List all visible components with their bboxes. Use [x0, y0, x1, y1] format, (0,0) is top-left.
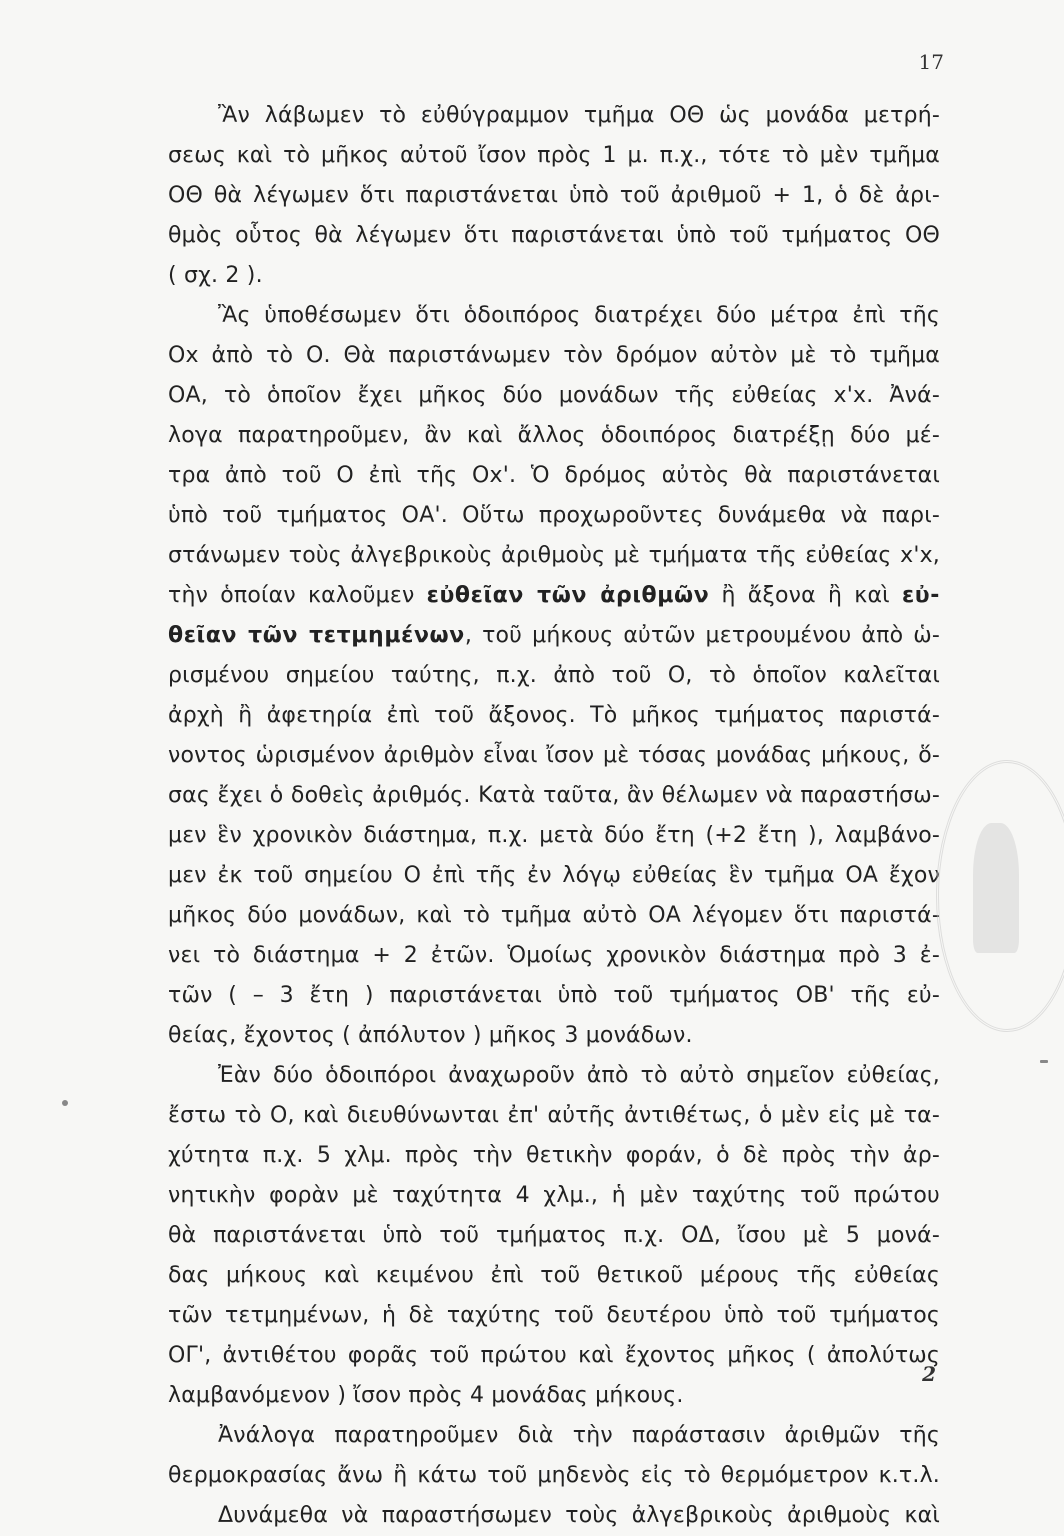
text-line: ( σχ. 2 ). [168, 263, 263, 288]
text-line: Ἀνάλογα παρατηροῦμεν διὰ τὴν παράστασιν ἀριθμῶν τῆς [218, 1423, 940, 1448]
text-line: τῶν τετμημένων, ἡ δὲ ταχύτης τοῦ δευτέρου ὑπὸ τοῦ τμήματος [168, 1303, 940, 1328]
text-line-with-bold-term [168, 616, 940, 656]
text-line: σας ἔχει ὁ δοθεὶς ἀριθμός. Κατὰ ταῦτα, ἂν θέλωμεν νὰ παραστήσω- [168, 783, 940, 808]
text-line: νοντος ὡρισμένον ἀριθμὸν εἶναι ἴσον μὲ τόσας μονάδας μήκους, ὅ- [168, 743, 940, 768]
text-line: μῆκος δύο μονάδων, καὶ τὸ τμῆμα αὐτὸ ΟΑ λέγομεν ὅτι παριστά- [168, 903, 940, 928]
text-line: τρα ἀπὸ τοῦ Ο ἐπὶ τῆς Οx'. Ὁ δρόμος αὐτὸς θὰ παριστάνεται [168, 463, 940, 488]
library-stamp-icon [936, 760, 1064, 1032]
body-text [168, 96, 940, 1536]
text-line: θείας, ἔχοντος ( ἀπόλυτον ) μῆκος 3 μονάδων. [168, 1023, 693, 1048]
text-line: νητικὴν φορὰν μὲ ταχύτητα 4 χλμ., ἡ μὲν ταχύτης τοῦ πρώτου [168, 1183, 940, 1208]
text-line: ἀρχὴ ἢ ἀφετηρία ἐπὶ τοῦ ἄξονος. Τὸ μῆκος τμήματος παριστά- [168, 703, 940, 728]
text-line: θὰ παριστάνεται ὑπὸ τοῦ τμήματος π.χ. ΟΔ, ἴσου μὲ 5 μονά- [168, 1223, 940, 1248]
text-run: ἢ ἄξονα ἢ καὶ [709, 583, 902, 608]
text-line: λαμβανόμενον ) ἴσον πρὸς 4 μονάδας μήκους. [168, 1383, 684, 1408]
text-line: στάνωμεν τοὺς ἀλγεβρικοὺς ἀριθμοὺς μὲ τμήματα τῆς εὐθείας x'x, [168, 543, 940, 568]
text-line: λογα παρατηροῦμεν, ἂν καὶ ἄλλος ὁδοιπόρος διατρέξῃ δύο μέ- [168, 423, 940, 448]
text-run: τὴν ὁποίαν καλοῦμεν [168, 583, 427, 608]
text-line: θμὸς οὗτος θὰ λέγωμεν ὅτι παριστάνεται ὑπὸ τοῦ τμήματος ΟΘ [168, 223, 940, 248]
text-line: νει τὸ διάστημα + 2 ἐτῶν. Ὁμοίως χρονικὸν διάστημα πρὸ 3 ἐ- [168, 943, 940, 968]
signature-mark: 2 [922, 1362, 936, 1386]
bold-term: θεῖαν τῶν τετμημένων [168, 623, 465, 648]
text-line: Ἐὰν δύο ὁδοιπόροι ἀναχωροῦν ἀπὸ τὸ αὐτὸ σημεῖον εὐθείας, [218, 1063, 940, 1088]
text-line: ὑπὸ τοῦ τμήματος ΟΑ'. Οὕτω προχωροῦντες δυνάμεθα νὰ παρι- [168, 503, 940, 528]
text-line: ἔστω τὸ Ο, καὶ διευθύνωνται ἐπ' αὐτῆς ἀντιθέτως, ὁ μὲν εἰς μὲ τα- [168, 1103, 940, 1128]
text-run: , τοῦ μήκους αὐτῶν μετρουμένου ἀπὸ ὡ- [464, 623, 940, 648]
text-line: μεν ἓν χρονικὸν διάστημα, π.χ. μετὰ δύο ἔτη (+2 ἔτη ), λαμβάνο- [168, 823, 940, 848]
text-line: ΟΑ, τὸ ὁποῖον ἔχει μῆκος δύο μονάδων τῆς εὐθείας x'x. Ἀνά- [168, 383, 940, 408]
text-line: ρισμένου σημείου ταύτης, π.χ. ἀπὸ τοῦ Ο, τὸ ὁποῖον καλεῖται [168, 663, 940, 688]
text-line-with-bold-term [168, 576, 940, 616]
bold-term: εὐ- [901, 583, 940, 608]
ink-speck [1040, 1060, 1048, 1063]
text-line: Ἂν λάβωμεν τὸ εὐθύγραμμον τμῆμα ΟΘ ὡς μονάδα μετρή- [218, 103, 940, 128]
text-line: ΟΓ', ἀντιθέτου φορᾶς τοῦ πρώτου καὶ ἔχοντος μῆκος ( ἀπολύτως [168, 1343, 940, 1368]
ink-speck [62, 1100, 68, 1106]
text-line: Οx ἀπὸ τὸ Ο. Θὰ παριστάνωμεν τὸν δρόμον αὐτὸν μὲ τὸ τμῆμα [168, 343, 940, 368]
text-line: σεως καὶ τὸ μῆκος αὐτοῦ ἴσον πρὸς 1 μ. π.χ., τότε τὸ μὲν τμῆμα [168, 143, 940, 168]
text-line: ΟΘ θὰ λέγωμεν ὅτι παριστάνεται ὑπὸ τοῦ ἀριθμοῦ + 1, ὁ δὲ ἀρι- [168, 183, 940, 208]
text-line: θερμοκρασίας ἄνω ἢ κάτω τοῦ μηδενὸς εἰς τὸ θερμόμετρον κ.τ.λ. [168, 1463, 940, 1488]
text-line: δας μήκους καὶ κειμένου ἐπὶ τοῦ θετικοῦ μέρους τῆς εὐθείας [168, 1263, 940, 1288]
bold-term: εὐθεῖαν τῶν ἀριθμῶν [426, 583, 710, 608]
text-line: μεν ἐκ τοῦ σημείου Ο ἐπὶ τῆς ἐν λόγῳ εὐθείας ἓν τμῆμα ΟΑ ἔχον [168, 863, 940, 888]
page-number: 17 [918, 50, 944, 74]
text-line: Ἂς ὑποθέσωμεν ὅτι ὁδοιπόρος διατρέχει δύο μέτρα ἐπὶ τῆς [218, 303, 940, 328]
text-line: χύτητα π.χ. 5 χλμ. πρὸς τὴν θετικὴν φοράν, ὁ δὲ πρὸς τὴν ἀρ- [168, 1143, 940, 1168]
text-line: Δυνάμεθα νὰ παραστήσωμεν τοὺς ἀλγεβρικοὺς ἀριθμοὺς καὶ [218, 1503, 940, 1528]
text-line: τῶν ( – 3 ἔτη ) παριστάνεται ὑπὸ τοῦ τμήματος ΟΒ' τῆς εὐ- [168, 983, 940, 1008]
